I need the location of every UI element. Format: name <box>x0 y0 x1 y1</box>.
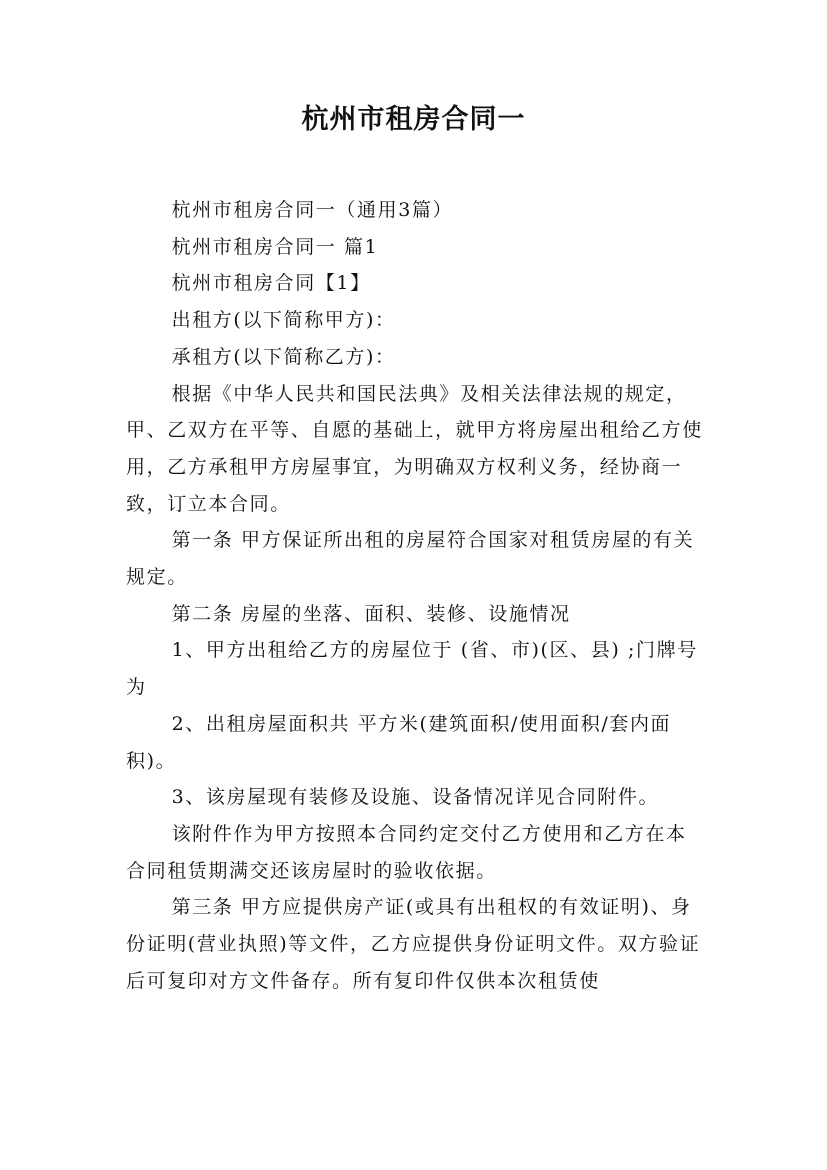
paragraph: 第三条 甲方应提供房产证(或具有出租权的有效证明)、身份证明(营业执照)等文件，乙方应提供身份证明文件。双方验证后可复印对方文件备存。所有复印件仅供本次租赁使 <box>126 896 701 992</box>
paragraph: 该附件作为甲方按照本合同约定交付乙方使用和乙方在本合同租赁期满交还该房屋时的验收依据。 <box>126 822 687 882</box>
paragraph: 第一条 甲方保证所出租的房屋符合国家对租赁房屋的有关规定。 <box>126 529 695 589</box>
paragraph: 1、甲方出租给乙方的房屋位于 (省、市)(区、县) ;门牌号为 <box>126 639 698 699</box>
document-title: 杭州市租房合同一 <box>301 104 526 135</box>
paragraph: 根据《中华人民共和国民法典》及相关法律法规的规定，甲、乙双方在平等、自愿的基础上，就甲方将房屋出租给乙方使用，乙方承租甲方房屋事宜，为明确双方权利义务，经协商一致，订立本合同。 <box>126 382 703 515</box>
paragraph: 杭州市租房合同【1】 <box>171 272 371 295</box>
paragraph: 出租方(以下简称甲方)： <box>171 309 396 332</box>
paragraph: 杭州市租房合同一（通用3篇） <box>171 199 454 221</box>
paragraph: 2、出租房屋面积共 平方米(建筑面积/使用面积/套内面积)。 <box>126 712 672 772</box>
paragraph: 第二条 房屋的坐落、面积、装修、设施情况 <box>171 602 571 625</box>
paragraph: 杭州市租房合同一 篇1 <box>171 235 379 258</box>
document-body <box>126 192 704 999</box>
paragraph: 3、该房屋现有装修及设施、设备情况详见合同附件。 <box>171 786 660 809</box>
paragraph: 承租方(以下简称乙方)： <box>171 345 396 368</box>
